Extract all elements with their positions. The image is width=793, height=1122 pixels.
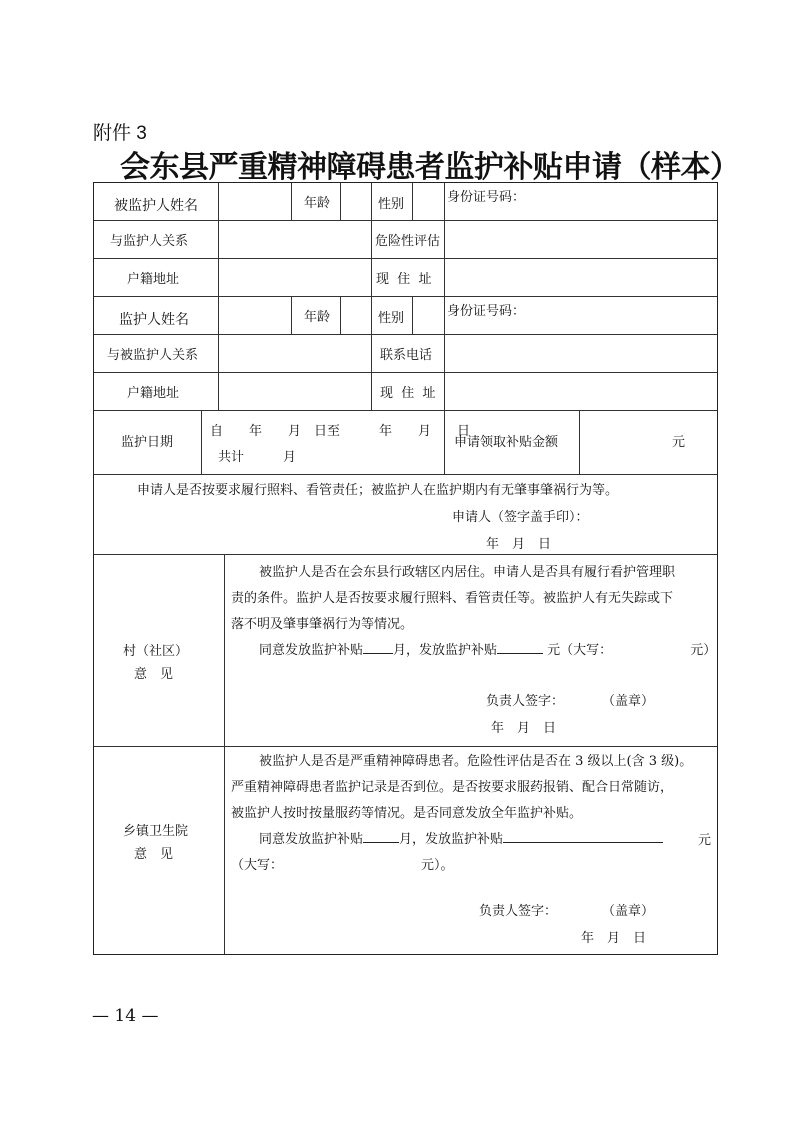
amount-label: 申请领取补贴金额 <box>454 435 559 450</box>
ward-household-label: 户籍地址 <box>127 272 180 287</box>
page-number: — 14 — <box>92 1006 159 1026</box>
village-criteria-line-1: 被监护人是否在会东县行政辖区内居住。申请人是否具有履行看护管理职 <box>259 565 676 580</box>
period-range: 自 年 月 日至 年 月 日 <box>210 424 471 439</box>
hospital-amount-unit: 元 <box>698 833 712 848</box>
village-label-opinion: 意 见 <box>134 667 174 682</box>
declaration-text: 申请人是否按要求履行照料、看管责任；被监护人在监护期内有无肇事肇祸行为等。 <box>137 483 619 498</box>
attachment-label: 附件 3 <box>93 123 147 144</box>
hospital-date: 年 月 日 <box>581 931 647 946</box>
village-amount-field[interactable] <box>497 640 543 654</box>
ward-relation-label: 与监护人关系 <box>110 234 189 249</box>
hospital-criteria-line-2: 严重精神障碍患者监护记录是否到位。是否按要求服药报销、配合日常随访， <box>231 780 674 795</box>
ward-risk-label: 危险性评估 <box>375 234 441 249</box>
hospital-capital-line: （大写： 元）。 <box>231 858 454 873</box>
ward-name-label: 被监护人姓名 <box>114 197 198 213</box>
hospital-signature: 负责人签字： <box>479 904 558 919</box>
village-signature: 负责人签字： <box>486 694 565 709</box>
village-criteria-line-3: 落不明及肇事肇祸行为等情况。 <box>231 617 414 632</box>
hospital-agree-line: 同意发放监护补贴 月，发放监护补贴 <box>259 827 663 853</box>
guardian-gender-label: 性别 <box>378 311 405 326</box>
village-criteria-line-2: 责的条件。监护人是否按要求履行照料、看管责任等。被监护人有无失踪或下 <box>231 591 674 606</box>
village-months-field[interactable] <box>363 640 393 654</box>
guardian-age-label: 年龄 <box>304 310 331 325</box>
period-label: 监护日期 <box>121 435 174 450</box>
ward-age-label: 年龄 <box>304 196 331 211</box>
ward-gender-label: 性别 <box>378 197 405 212</box>
guardian-relation-label: 与被监护人关系 <box>107 348 199 363</box>
hospital-amount-field[interactable] <box>503 829 663 843</box>
period-total: 共计 月 <box>218 450 297 465</box>
hospital-label: 乡镇卫生院 <box>123 824 189 839</box>
village-agree-line: 同意发放监护补贴 月，发放监护补贴 元（大写： 元） <box>259 638 716 664</box>
guardian-name-label: 监护人姓名 <box>119 311 189 327</box>
village-date: 年 月 日 <box>491 721 557 736</box>
declaration-date: 年 月 日 <box>486 537 552 552</box>
application-form-table <box>93 182 718 955</box>
hospital-months-field[interactable] <box>363 829 399 843</box>
village-stamp: （盖章） <box>602 694 655 709</box>
village-label: 村（社区） <box>123 644 189 659</box>
guardian-household-label: 户籍地址 <box>127 386 180 401</box>
hospital-stamp: （盖章） <box>602 904 655 919</box>
guardian-phone-label: 联系电话 <box>380 348 433 363</box>
hospital-label-opinion: 意 见 <box>134 847 174 862</box>
page-title: 会东县严重精神障碍患者监护补贴申请（样本） <box>120 150 740 185</box>
guardian-residence-label: 现 住 址 <box>380 386 436 401</box>
hospital-criteria-line-3: 被监护人按时按量服药等情况。是否同意发放全年监护补贴。 <box>231 806 583 821</box>
ward-id-label: 身份证号码： <box>447 190 526 205</box>
guardian-id-label: 身份证号码： <box>447 304 526 319</box>
hospital-criteria-line-1: 被监护人是否是严重精神障碍患者。危险性评估是否在 3 级以上(含 3 级)。 <box>259 754 693 769</box>
amount-unit: 元 <box>672 435 686 450</box>
declaration-signature: 申请人（签字盖手印）： <box>452 510 589 525</box>
ward-residence-label: 现 住 址 <box>376 272 432 287</box>
